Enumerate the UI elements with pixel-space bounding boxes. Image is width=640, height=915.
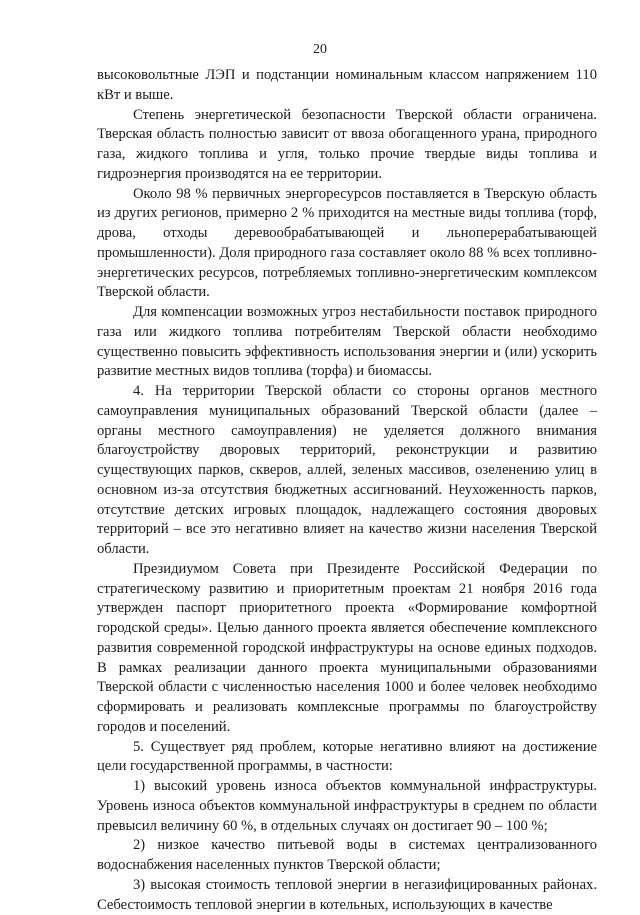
paragraph: Около 98 % первичных энергоресурсов поставляется в Тверскую область из других регионов, примерно 2 % приходится на местные виды топлива (торф, дрова, отходы деревообрабатывающей и льноперерабатывающей промышленности). Доля природного газа составляет около 88 % всех топливно-энергетических ресурсов, потребляемых топливно-энергетическим комплексом Тверской области. [97,185,597,301]
paragraph: Президиумом Совета при Президенте Российской Федерации по стратегическому развитию и приоритетным проектам 21 ноября 2016 года утвержден паспорт приоритетного проекта «Формирование комфортной городской среды». Целью данного проекта является обеспечение комплексного развития современной городской инфраструктуры на основе единых подходов. В рамках реализации данного проекта муниципальными образованиями Тверской области с численностью населения 1000 и более человек необходимо сформировать и реализовать комплексные программы по благоустройству городов и поселений. [97,560,597,735]
paragraph: Для компенсации возможных угроз нестабильности поставок природного газа или жидкого топлива потребителям Тверской области необходимо существенно повысить эффективность использования энергии и (или) ускорить развитие местных видов топлива (торфа) и биомассы. [97,304,597,380]
document-body [97,66,597,915]
list-item: 2) низкое качество питьевой воды в системах централизованного водоснабжения населенных пунктов Тверской области; [97,837,597,873]
list-item: 3) высокая стоимость тепловой энергии в негазифицированных районах. Себестоимость тепловой энергии в котельных, использующих в качестве [97,876,597,913]
list-item: 1) высокий уровень износа объектов коммунальной инфраструктуры. Уровень износа объектов коммунальной инфраструктуры в среднем по области превысил величину 60 %, в отдельных случаях он достигает 90 – 100 %; [97,778,597,834]
paragraph: 5. Существует ряд проблем, которые негативно влияют на достижение цели государственной программы, в частности: [97,738,597,775]
page-number: 20 [313,42,327,57]
paragraph: Степень энергетической безопасности Тверской области ограничена. Тверская область полностью зависит от ввоза обогащенного урана, природного газа, жидкого топлива и угля, только прочие твердые виды топлива и гидроэнергия производятся на ее территории. [97,106,597,182]
paragraph: высоковольтные ЛЭП и подстанции номинальным классом напряжением 110 кВт и выше. [97,67,597,103]
paragraph: 4. На территории Тверской области со стороны органов местного самоуправления муниципальных образований Тверской области (далее – органы местного самоуправления) не уделяется должного внимания благоустройству дворовых территорий, реконструкции и развитию существующих парков, скверов, аллей, зеленых массивов, озеленению улиц в основном из-за отсутствия бюджетных ассигнований. Неухоженность парков, отсутствие детских игровых площадок, надлежащего состояния дворовых территорий – все это негативно влияет на качество жизни населения Тверской области. [97,383,597,557]
